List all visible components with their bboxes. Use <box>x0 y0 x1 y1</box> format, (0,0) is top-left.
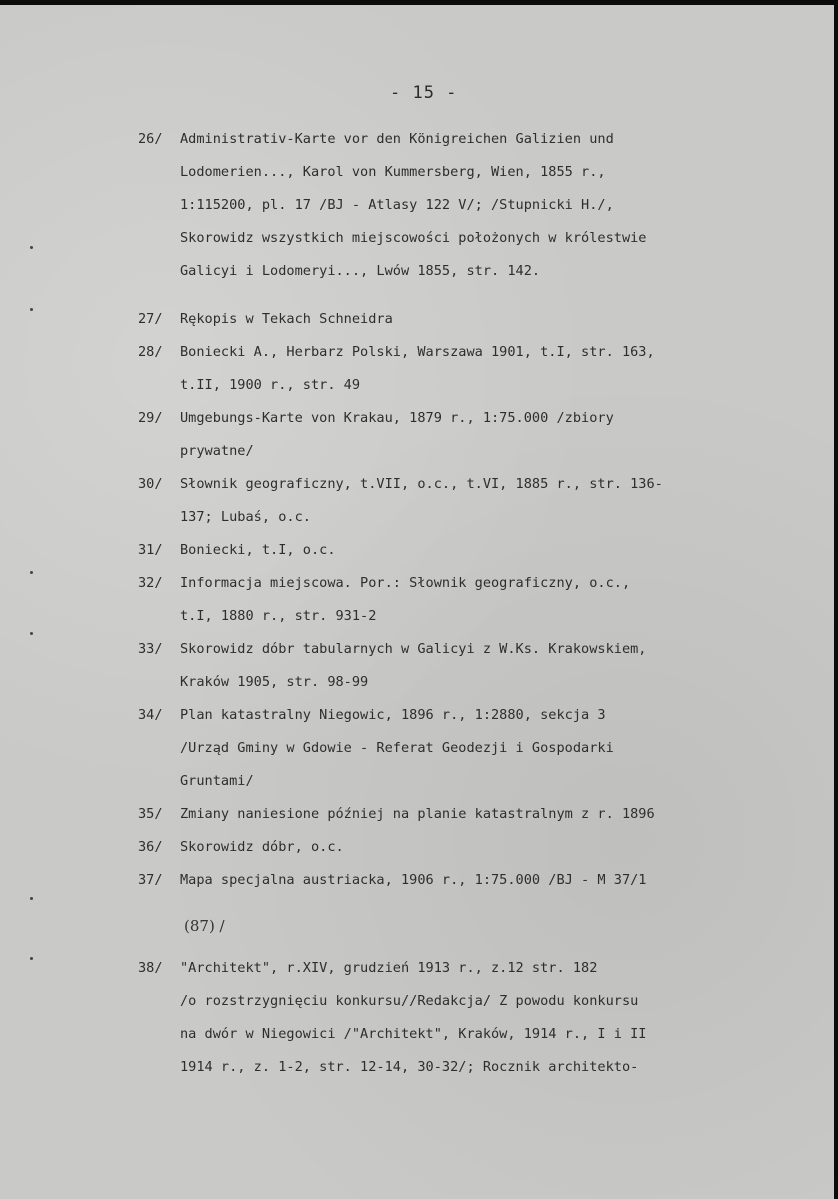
footnote <box>138 952 647 1084</box>
footnote <box>138 303 393 336</box>
footnote <box>138 468 663 534</box>
footnote-text: na dwór w Niegowici /"Architekt", Kraków, 1914 r., I i II <box>180 1026 647 1042</box>
footnote-text: Umgebungs-Karte von Krakau, 1879 r., 1:75.000 /zbiory <box>180 410 614 426</box>
margin-mark <box>30 957 33 960</box>
footnote-number: 31/ <box>138 542 163 558</box>
footnote <box>138 798 655 831</box>
margin-mark <box>30 246 33 249</box>
footnote <box>138 567 630 633</box>
footnote-text: Informacja miejscowa. Por.: Słownik geograficzny, o.c., <box>180 575 631 591</box>
footnote-line <box>138 534 336 567</box>
footnote-text: "Architekt", r.XIV, grudzień 1913 r., z.12 str. 182 <box>180 960 598 976</box>
footnote <box>138 699 614 798</box>
handwritten-annotation: (87) / <box>184 917 225 935</box>
footnote-number: 29/ <box>138 410 163 426</box>
footnote-text: Lodomerien..., Karol von Kummersberg, Wien, 1855 r., <box>180 164 606 180</box>
footnote-line <box>138 1051 647 1084</box>
footnote-text: Gruntami/ <box>180 773 254 789</box>
footnote-line <box>138 864 647 897</box>
footnote <box>138 402 614 468</box>
footnote-line <box>138 985 647 1018</box>
footnote-number: 26/ <box>138 131 163 147</box>
footnote-text: Administrativ-Karte vor den Königreichen Galizien und <box>180 131 614 147</box>
footnote-text: /Urząd Gminy w Gdowie - Referat Geodezji i Gospodarki <box>180 740 614 756</box>
footnote-number: 32/ <box>138 575 163 591</box>
footnote-line <box>138 222 647 255</box>
footnote-number: 27/ <box>138 311 163 327</box>
footnote-text: Skorowidz wszystkich miejscowości położonych w królestwie <box>180 230 647 246</box>
footnote-line <box>138 369 655 402</box>
footnote-text: 137; Lubaś, o.c. <box>180 509 311 525</box>
footnote-text: Skorowidz dóbr tabularnych w Galicyi z W.Ks. Krakowskiem, <box>180 641 647 657</box>
footnote-text: Boniecki, t.I, o.c. <box>180 542 336 558</box>
footnote-line <box>138 952 647 985</box>
margin-mark <box>30 632 33 635</box>
footnote <box>138 534 336 567</box>
footnote-text: /o rozstrzygnięciu konkursu//Redakcja/ Z powodu konkursu <box>180 993 639 1009</box>
footnote-line <box>138 732 614 765</box>
footnote-line <box>138 600 630 633</box>
footnote-line <box>138 255 647 288</box>
footnote-text: t.II, 1900 r., str. 49 <box>180 377 361 393</box>
footnote-line <box>138 123 647 156</box>
footnote-text: Skorowidz dóbr, o.c. <box>180 839 344 855</box>
footnote-line <box>138 831 344 864</box>
footnote-number: 38/ <box>138 960 163 976</box>
footnote-text: Mapa specjalna austriacka, 1906 r., 1:75.000 /BJ - M 37/1 <box>180 872 647 888</box>
footnote-text: Galicyi i Lodomeryi..., Lwów 1855, str. 142. <box>180 263 541 279</box>
page-number: - 15 - <box>390 83 458 103</box>
footnote-number: 28/ <box>138 344 163 360</box>
footnote-text: Plan katastralny Niegowic, 1896 r., 1:2880, sekcja 3 <box>180 707 606 723</box>
margin-mark <box>30 308 33 311</box>
margin-mark <box>30 897 33 900</box>
footnote-text: prywatne/ <box>180 443 254 459</box>
footnote-line <box>138 633 647 666</box>
footnote <box>138 831 344 864</box>
footnote-number: 34/ <box>138 707 163 723</box>
footnote-line <box>138 435 614 468</box>
footnote-text: 1914 r., z. 1-2, str. 12-14, 30-32/; Rocznik architekto- <box>180 1059 639 1075</box>
footnote-line <box>138 501 663 534</box>
footnote <box>138 123 647 288</box>
footnote-text: 1:115200, pl. 17 /BJ - Atlasy 122 V/; /Stupnicki H./, <box>180 197 614 213</box>
footnote <box>138 336 655 402</box>
footnote-line <box>138 699 614 732</box>
footnote-line <box>138 798 655 831</box>
footnote-line <box>138 666 647 699</box>
footnote-line <box>138 402 614 435</box>
footnote-number: 35/ <box>138 806 163 822</box>
footnote-number: 33/ <box>138 641 163 657</box>
footnote-number: 30/ <box>138 476 163 492</box>
footnote-line <box>138 336 655 369</box>
footnote <box>138 633 647 699</box>
footnote-line <box>138 1018 647 1051</box>
footnote-line <box>138 765 614 798</box>
footnote-text: Rękopis w Tekach Schneidra <box>180 311 393 327</box>
footnote-text: Boniecki A., Herbarz Polski, Warszawa 1901, t.I, str. 163, <box>180 344 655 360</box>
footnote-text: Kraków 1905, str. 98-99 <box>180 674 369 690</box>
footnote-number: 36/ <box>138 839 163 855</box>
footnote-text: t.I, 1880 r., str. 931-2 <box>180 608 377 624</box>
footnote-line <box>138 189 647 222</box>
footnote-text: Zmiany naniesione później na planie katastralnym z r. 1896 <box>180 806 655 822</box>
footnote-line <box>138 468 663 501</box>
footnote-line <box>138 567 630 600</box>
footnote-text: Słownik geograficzny, t.VII, o.c., t.VI, 1885 r., str. 136- <box>180 476 663 492</box>
footnote-number: 37/ <box>138 872 163 888</box>
footnote-line <box>138 156 647 189</box>
margin-mark <box>30 571 33 574</box>
footnote-line <box>138 303 393 336</box>
document-page <box>0 5 834 1199</box>
